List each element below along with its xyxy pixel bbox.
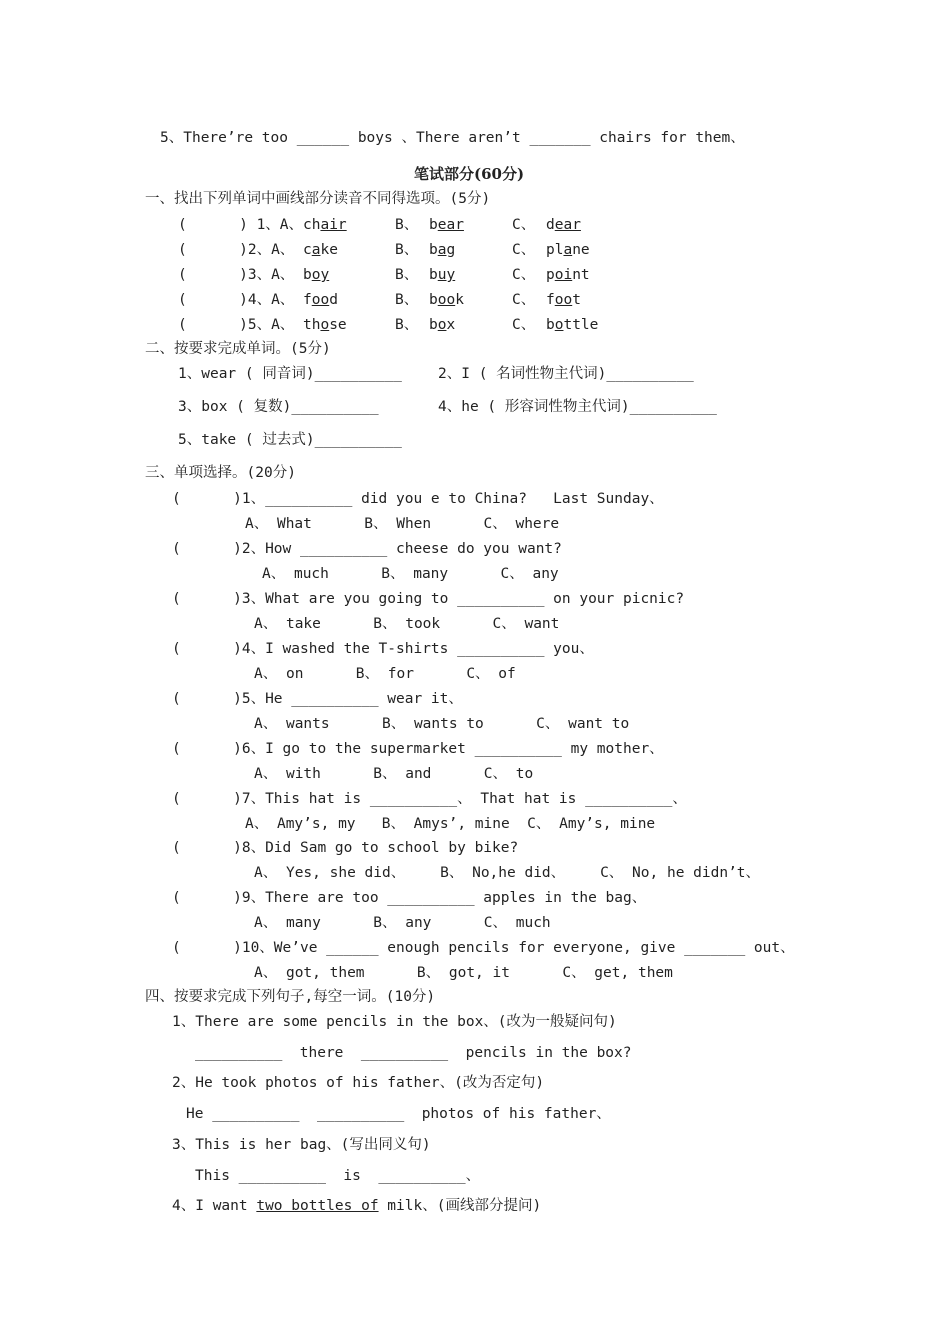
underlined-letters: oo [554, 292, 573, 308]
mc-options-1: A、 What B、 When C、 where [245, 516, 560, 532]
option-a [303, 216, 347, 234]
option-c-label: C、 [512, 217, 536, 233]
option-a-word: chair [303, 217, 347, 233]
mc-question-3: ( )3、What are you going to __________ on your picnic? [172, 591, 685, 607]
option-c [546, 266, 590, 284]
option-a [303, 266, 329, 284]
rewrite-question-1: 1、There are some pencils in the box、(改为一般疑问句) [172, 1014, 617, 1030]
mc-options-3: A、 take B、 took C、 want [254, 616, 560, 632]
option-b [429, 241, 455, 259]
option-b [429, 291, 464, 309]
rewrite-question-4-suffix: milk、(画线部分提问) [378, 1198, 542, 1214]
underlined-letters: air [320, 217, 347, 233]
option-b-label: B、 [395, 292, 419, 308]
mc-question-1: ( )1、__________ did you e to China? Last Sunday、 [172, 491, 664, 507]
option-b-word: bag [429, 242, 456, 258]
section-2-heading: 二、按要求完成单词。(5分) [145, 341, 331, 357]
section-3-heading: 三、单项选择。(20分) [145, 465, 296, 481]
mc-options-9: A、 many B、 any C、 much [254, 915, 551, 931]
mc-question-2: ( )2、How __________ cheese do you want? [172, 541, 562, 557]
mc-options-4: A、 on B、 for C、 of [254, 666, 516, 682]
mc-question-8: ( )8、Did Sam go to school by bike? [172, 840, 519, 856]
phonics-question-3: ( )3、A、 [178, 267, 295, 283]
rewrite-question-4-prefix: 4、I want [172, 1198, 257, 1214]
option-b [429, 266, 455, 284]
mc-options-2: A、 much B、 many C、 any [262, 566, 559, 582]
option-b-word: bear [429, 217, 464, 233]
rewrite-answer-1: __________ there __________ pencils in the box? [195, 1045, 632, 1061]
phonics-question-4: ( )4、A、 [178, 292, 295, 308]
underlined-letters: a [437, 242, 447, 258]
option-c-label: C、 [512, 267, 536, 283]
underlined-letters: oi [554, 267, 573, 283]
option-c-label: C、 [512, 242, 536, 258]
option-b-word: box [429, 317, 456, 333]
option-b-label: B、 [395, 217, 419, 233]
option-c-label: C、 [512, 317, 536, 333]
option-b [429, 316, 455, 334]
word-task-5: 5、take ( 过去式)__________ [178, 432, 402, 448]
mc-question-10: ( )10、We’ve ______ enough pencils for everyone, give _______ out、 [172, 940, 795, 956]
underlined-phrase: two bottles of [256, 1198, 379, 1214]
option-b-word: book [429, 292, 464, 308]
option-c [546, 316, 598, 334]
option-c [546, 216, 581, 234]
option-a-word: boy [303, 267, 330, 283]
page-title: 笔试部分(60分) [414, 165, 525, 183]
option-b-label: B、 [395, 317, 419, 333]
underlined-letters: o [554, 317, 564, 333]
option-c-word: foot [546, 292, 581, 308]
option-c [546, 241, 590, 259]
mc-question-7: ( )7、This hat is __________、 That hat is __________、 [172, 791, 687, 807]
mc-options-5: A、 wants B、 wants to C、 want to [254, 716, 630, 732]
underlined-letters: o [320, 317, 330, 333]
option-a-word: food [303, 292, 338, 308]
phonics-question-5: ( )5、A、 [178, 317, 295, 333]
rewrite-answer-3: This __________ is __________、 [195, 1168, 481, 1184]
rewrite-question-2: 2、He took photos of his father、(改为否定句) [172, 1075, 545, 1091]
rewrite-answer-2: He __________ __________ photos of his father、 [186, 1106, 611, 1122]
section-1-heading: 一、找出下列单词中画线部分读音不同得选项。(5分) [145, 191, 491, 207]
word-task-4: 4、he ( 形容词性物主代词)__________ [438, 399, 717, 415]
mc-question-4: ( )4、I washed the T-shirts __________ you、 [172, 641, 594, 657]
phonics-question-2: ( )2、A、 [178, 242, 295, 258]
option-a [303, 241, 338, 259]
mc-options-6: A、 with B、 and C、 to [254, 766, 534, 782]
mc-question-6: ( )6、I go to the supermarket __________ my mother、 [172, 741, 664, 757]
option-c-word: plane [546, 242, 590, 258]
section-4-heading: 四、按要求完成下列句子,每空一词。(10分) [145, 989, 436, 1005]
mc-options-7: A、 Amy’s, my B、 Amys’, mine C、 Amy’s, mine [245, 816, 656, 832]
option-a-word: those [303, 317, 347, 333]
option-c-label: C、 [512, 292, 536, 308]
underlined-letters: oy [311, 267, 330, 283]
option-a [303, 316, 347, 334]
option-b-label: B、 [395, 242, 419, 258]
word-task-3: 3、box ( 复数)__________ [178, 399, 379, 415]
underlined-letters: oo [311, 292, 330, 308]
mc-options-8: A、 Yes, she did、 B、 No,he did、 C、 No, he didn’t、 [254, 865, 761, 881]
word-task-1: 1、wear ( 同音词)__________ [178, 366, 402, 382]
underlined-letters: ear [554, 217, 581, 233]
option-c-word: dear [546, 217, 581, 233]
mc-question-5: ( )5、He __________ wear it、 [172, 691, 463, 707]
rewrite-question-3: 3、This is her bag、(写出同义句) [172, 1137, 431, 1153]
rewrite-question-4 [172, 1197, 541, 1215]
word-task-2: 2、I ( 名词性物主代词)__________ [438, 366, 694, 382]
previous-question-5: 5、There’re too ______ boys 、There aren’t _______ chairs for them、 [160, 130, 745, 146]
underlined-letters: uy [437, 267, 456, 283]
option-c-word: point [546, 267, 590, 283]
option-b-label: B、 [395, 267, 419, 283]
option-b [429, 216, 464, 234]
option-a-word: cake [303, 242, 338, 258]
option-a [303, 291, 338, 309]
option-c-word: bottle [546, 317, 599, 333]
option-c [546, 291, 581, 309]
underlined-letters: ear [437, 217, 464, 233]
underlined-letters: o [437, 317, 447, 333]
option-b-word: buy [429, 267, 456, 283]
underlined-letters: a [563, 242, 573, 258]
mc-options-10: A、 got, them B、 got, it C、 get, them [254, 965, 673, 981]
phonics-question-1: ( ) 1、A、 [178, 217, 304, 233]
mc-question-9: ( )9、There are too __________ apples in the bag、 [172, 890, 647, 906]
underlined-letters: oo [437, 292, 456, 308]
underlined-letters: a [311, 242, 321, 258]
